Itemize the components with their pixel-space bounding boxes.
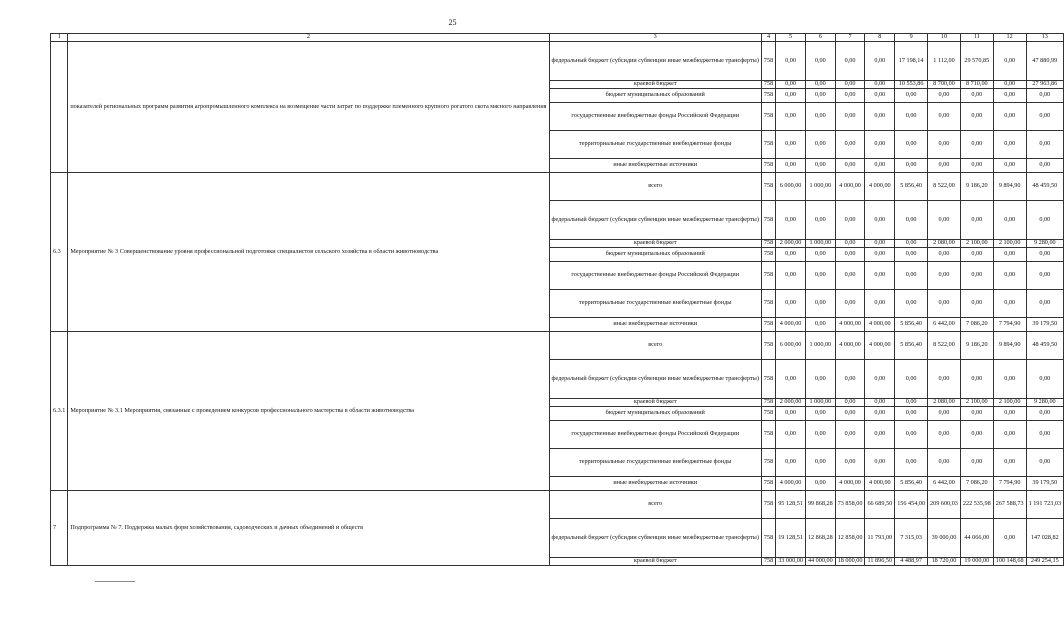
amount-value: 0,00 <box>993 103 1026 131</box>
amount-value: 95 128,51 <box>776 491 806 519</box>
amount-value: 0,00 <box>805 131 835 159</box>
amount-value: 0,00 <box>895 248 928 262</box>
funding-source: краевой бюджет <box>549 240 761 248</box>
amount-value: 0,00 <box>835 248 865 262</box>
amount-value: 2 080,00 <box>928 399 961 407</box>
amount-value: 4 000,00 <box>865 332 895 360</box>
amount-value: 0,00 <box>776 81 806 89</box>
amount-value: 4 000,00 <box>865 318 895 332</box>
amount-value: 8 522,00 <box>928 332 961 360</box>
amount-value: 4 000,00 <box>835 332 865 360</box>
amount-value: 156 454,00 <box>895 491 928 519</box>
amount-value: 0,00 <box>993 421 1026 449</box>
amount-value: 0,00 <box>895 399 928 407</box>
amount-value: 222 535,98 <box>960 491 993 519</box>
amount-value: 0,00 <box>835 449 865 477</box>
amount-value: 0,00 <box>835 131 865 159</box>
amount-value: 99 868,28 <box>805 491 835 519</box>
funding-source: государственные внебюджетные фонды Российской Федерации <box>549 262 761 290</box>
amount-value: 0,00 <box>835 159 865 173</box>
amount-value: 0,00 <box>895 103 928 131</box>
table-row <box>51 491 1064 519</box>
amount-value: 0,00 <box>776 248 806 262</box>
total-value: 48 459,50 <box>1026 173 1063 201</box>
amount-value: 0,00 <box>805 159 835 173</box>
amount-value: 1 112,00 <box>928 42 961 81</box>
amount-value: 0,00 <box>960 159 993 173</box>
total-value: 0,00 <box>1026 103 1063 131</box>
amount-value: 12 858,00 <box>835 519 865 558</box>
amount-value: 0,00 <box>835 290 865 318</box>
funding-source: федеральный бюджет (субсидии субвенции иные межбюджетные трансферты) <box>549 42 761 81</box>
amount-value: 0,00 <box>993 201 1026 240</box>
column-number-cell: 13 <box>1026 34 1063 42</box>
amount-value: 0,00 <box>865 103 895 131</box>
column-number-row <box>51 34 1064 42</box>
amount-value: 66 689,50 <box>865 491 895 519</box>
amount-value: 0,00 <box>895 449 928 477</box>
total-value: 147 028,82 <box>1026 519 1063 558</box>
amount-value: 267 588,73 <box>993 491 1026 519</box>
funding-source: территориальные государственные внебюджетные фонды <box>549 290 761 318</box>
column-number-cell: 3 <box>549 34 761 42</box>
amount-value: 0,00 <box>835 89 865 103</box>
amount-value: 4 000,00 <box>835 477 865 491</box>
funding-source: федеральный бюджет (субсидии субвенции иные межбюджетные трансферты) <box>549 519 761 558</box>
budget-code: 758 <box>761 360 775 399</box>
amount-value: 4 000,00 <box>835 318 865 332</box>
amount-value: 1 000,00 <box>805 240 835 248</box>
amount-value: 9 186,20 <box>960 173 993 201</box>
total-value: 39 179,50 <box>1026 477 1063 491</box>
amount-value: 0,00 <box>928 449 961 477</box>
amount-value: 0,00 <box>960 407 993 421</box>
amount-value: 0,00 <box>928 421 961 449</box>
amount-value: 0,00 <box>928 89 961 103</box>
amount-value: 0,00 <box>960 262 993 290</box>
funding-source: краевой бюджет <box>549 558 761 566</box>
budget-code: 758 <box>761 407 775 421</box>
amount-value: 2 100,00 <box>960 240 993 248</box>
amount-value: 33 000,00 <box>776 558 806 566</box>
amount-value: 0,00 <box>865 360 895 399</box>
item-name: Подпрограмма № 7. Поддержка малых форм хозяйствования, садоводческих и дачных объединений и обществ <box>68 491 549 566</box>
amount-value: 0,00 <box>928 201 961 240</box>
amount-value: 9 894,90 <box>993 332 1026 360</box>
amount-value: 1 000,00 <box>805 332 835 360</box>
column-number-cell: 8 <box>865 34 895 42</box>
amount-value: 0,00 <box>805 201 835 240</box>
amount-value: 0,00 <box>993 262 1026 290</box>
amount-value: 0,00 <box>805 449 835 477</box>
page-number: 25 <box>448 18 457 27</box>
amount-value: 0,00 <box>993 407 1026 421</box>
amount-value: 0,00 <box>928 131 961 159</box>
budget-code: 758 <box>761 248 775 262</box>
amount-value: 18 000,00 <box>835 558 865 566</box>
budget-code: 758 <box>761 399 775 407</box>
amount-value: 0,00 <box>835 399 865 407</box>
amount-value: 7 086,20 <box>960 477 993 491</box>
budget-code: 758 <box>761 159 775 173</box>
amount-value: 2 100,00 <box>993 399 1026 407</box>
amount-value: 0,00 <box>895 290 928 318</box>
amount-value: 11 793,00 <box>865 519 895 558</box>
amount-value: 0,00 <box>865 407 895 421</box>
amount-value: 44 066,00 <box>960 519 993 558</box>
item-number: 6.3.1 <box>51 332 68 491</box>
amount-value: 2 080,00 <box>928 240 961 248</box>
item-name: Мероприятие № 3 Совершенствование уровня профессиональной подготовки специалистов сельского хозяйства в области животноводства <box>68 173 549 332</box>
total-value: 0,00 <box>1026 421 1063 449</box>
amount-value: 0,00 <box>865 159 895 173</box>
column-number-cell: 5 <box>776 34 806 42</box>
total-value: 249 254,15 <box>1026 558 1063 566</box>
amount-value: 0,00 <box>895 240 928 248</box>
amount-value: 0,00 <box>993 248 1026 262</box>
total-value: 0,00 <box>1026 449 1063 477</box>
amount-value: 0,00 <box>776 42 806 81</box>
amount-value: 0,00 <box>776 131 806 159</box>
amount-value: 4 000,00 <box>776 477 806 491</box>
funding-source: бюджет муниципальных образований <box>549 248 761 262</box>
amount-value: 0,00 <box>928 407 961 421</box>
amount-value: 0,00 <box>865 131 895 159</box>
funding-source: краевой бюджет <box>549 399 761 407</box>
column-number-cell: 1 <box>51 34 68 42</box>
funding-source: бюджет муниципальных образований <box>549 407 761 421</box>
amount-value: 0,00 <box>805 248 835 262</box>
amount-value: 6 442,00 <box>928 318 961 332</box>
amount-value: 4 488,97 <box>895 558 928 566</box>
amount-value: 19 128,51 <box>776 519 806 558</box>
amount-value: 17 198,14 <box>895 42 928 81</box>
amount-value: 0,00 <box>895 131 928 159</box>
amount-value: 0,00 <box>865 201 895 240</box>
amount-value: 0,00 <box>865 449 895 477</box>
total-value: 0,00 <box>1026 131 1063 159</box>
funding-source: краевой бюджет <box>549 81 761 89</box>
budget-code: 758 <box>761 131 775 159</box>
total-value: 0,00 <box>1026 159 1063 173</box>
amount-value: 0,00 <box>993 42 1026 81</box>
amount-value: 0,00 <box>865 248 895 262</box>
amount-value: 0,00 <box>865 42 895 81</box>
amount-value: 0,00 <box>928 290 961 318</box>
total-value: 0,00 <box>1026 248 1063 262</box>
amount-value: 0,00 <box>805 290 835 318</box>
amount-value: 0,00 <box>835 81 865 89</box>
amount-value: 0,00 <box>865 262 895 290</box>
amount-value: 7 086,20 <box>960 318 993 332</box>
amount-value: 5 856,40 <box>895 332 928 360</box>
funding-source: государственные внебюджетные фонды Российской Федерации <box>549 103 761 131</box>
amount-value: 0,00 <box>776 360 806 399</box>
amount-value: 0,00 <box>895 159 928 173</box>
table-row <box>51 332 1064 360</box>
item-number: 6.3 <box>51 173 68 332</box>
total-value: 1 191 723,03 <box>1026 491 1063 519</box>
budget-code: 758 <box>761 103 775 131</box>
amount-value: 0,00 <box>993 131 1026 159</box>
amount-value: 1 000,00 <box>805 399 835 407</box>
budget-code: 758 <box>761 449 775 477</box>
amount-value: 8 710,00 <box>960 81 993 89</box>
column-number-cell: 2 <box>68 34 549 42</box>
amount-value: 0,00 <box>895 360 928 399</box>
funding-source: федеральный бюджет (субсидии субвенции иные межбюджетные трансферты) <box>549 201 761 240</box>
amount-value: 0,00 <box>993 519 1026 558</box>
amount-value: 0,00 <box>993 89 1026 103</box>
table-row <box>51 173 1064 201</box>
budget-code: 758 <box>761 290 775 318</box>
funding-source: иные внебюджетные источники <box>549 318 761 332</box>
amount-value: 0,00 <box>865 89 895 103</box>
amount-value: 0,00 <box>993 449 1026 477</box>
budget-code: 758 <box>761 262 775 290</box>
amount-value: 0,00 <box>993 360 1026 399</box>
column-number-cell: 11 <box>960 34 993 42</box>
amount-value: 4 000,00 <box>835 173 865 201</box>
amount-value: 18 720,00 <box>928 558 961 566</box>
amount-value: 0,00 <box>960 248 993 262</box>
total-value: 0,00 <box>1026 89 1063 103</box>
funding-source: всего <box>549 173 761 201</box>
budget-code: 758 <box>761 318 775 332</box>
amount-value: 0,00 <box>960 421 993 449</box>
funding-source: иные внебюджетные источники <box>549 159 761 173</box>
amount-value: 8 522,00 <box>928 173 961 201</box>
budget-code: 758 <box>761 89 775 103</box>
total-value: 39 179,50 <box>1026 318 1063 332</box>
total-value: 0,00 <box>1026 360 1063 399</box>
amount-value: 0,00 <box>835 103 865 131</box>
amount-value: 0,00 <box>776 407 806 421</box>
amount-value: 0,00 <box>928 159 961 173</box>
amount-value: 0,00 <box>960 103 993 131</box>
amount-value: 0,00 <box>835 360 865 399</box>
amount-value: 5 856,40 <box>895 477 928 491</box>
total-value: 0,00 <box>1026 262 1063 290</box>
amount-value: 0,00 <box>928 360 961 399</box>
total-value: 27 963,86 <box>1026 81 1063 89</box>
amount-value: 0,00 <box>805 89 835 103</box>
funding-source: государственные внебюджетные фонды Российской Федерации <box>549 421 761 449</box>
budget-code: 758 <box>761 332 775 360</box>
amount-value: 7 794,90 <box>993 477 1026 491</box>
funding-source: всего <box>549 332 761 360</box>
amount-value: 0,00 <box>960 360 993 399</box>
amount-value: 0,00 <box>805 360 835 399</box>
amount-value: 0,00 <box>865 81 895 89</box>
amount-value: 0,00 <box>776 201 806 240</box>
column-number-cell: 12 <box>993 34 1026 42</box>
amount-value: 4 000,00 <box>865 477 895 491</box>
budget-code: 758 <box>761 173 775 201</box>
total-value: 0,00 <box>1026 407 1063 421</box>
amount-value: 0,00 <box>835 240 865 248</box>
amount-value: 10 553,86 <box>895 81 928 89</box>
amount-value: 0,00 <box>928 262 961 290</box>
amount-value: 0,00 <box>993 290 1026 318</box>
amount-value: 0,00 <box>835 42 865 81</box>
amount-value: 7 794,90 <box>993 318 1026 332</box>
amount-value: 0,00 <box>805 421 835 449</box>
amount-value: 0,00 <box>928 248 961 262</box>
amount-value: 2 100,00 <box>960 399 993 407</box>
amount-value: 0,00 <box>960 449 993 477</box>
amount-value: 0,00 <box>805 42 835 81</box>
amount-value: 0,00 <box>835 262 865 290</box>
budget-table <box>50 33 1064 566</box>
column-number-cell: 10 <box>928 34 961 42</box>
amount-value: 6 442,00 <box>928 477 961 491</box>
amount-value: 0,00 <box>776 103 806 131</box>
amount-value: 0,00 <box>865 399 895 407</box>
amount-value: 44 000,00 <box>805 558 835 566</box>
amount-value: 0,00 <box>960 89 993 103</box>
amount-value: 0,00 <box>835 421 865 449</box>
budget-code: 758 <box>761 519 775 558</box>
amount-value: 6 000,00 <box>776 173 806 201</box>
funding-source: всего <box>549 491 761 519</box>
amount-value: 73 858,00 <box>835 491 865 519</box>
amount-value: 12 868,28 <box>805 519 835 558</box>
amount-value: 100 148,68 <box>993 558 1026 566</box>
amount-value: 0,00 <box>835 201 865 240</box>
amount-value: 0,00 <box>776 449 806 477</box>
budget-code: 758 <box>761 201 775 240</box>
amount-value: 0,00 <box>865 290 895 318</box>
amount-value: 0,00 <box>993 159 1026 173</box>
total-value: 0,00 <box>1026 201 1063 240</box>
amount-value: 2 100,00 <box>993 240 1026 248</box>
total-value: 9 280,00 <box>1026 399 1063 407</box>
amount-value: 0,00 <box>835 407 865 421</box>
amount-value: 6 000,00 <box>776 332 806 360</box>
amount-value: 0,00 <box>960 201 993 240</box>
amount-value: 0,00 <box>805 407 835 421</box>
funding-source: территориальные государственные внебюджетные фонды <box>549 449 761 477</box>
amount-value: 0,00 <box>960 131 993 159</box>
amount-value: 0,00 <box>865 240 895 248</box>
amount-value: 29 570,85 <box>960 42 993 81</box>
amount-value: 0,00 <box>776 421 806 449</box>
amount-value: 0,00 <box>895 407 928 421</box>
amount-value: 0,00 <box>895 262 928 290</box>
funding-source: федеральный бюджет (субсидии субвенции иные межбюджетные трансферты) <box>549 360 761 399</box>
item-name: Мероприятие № 3.1 Мероприятия, связанные с проведением конкурсов профессионального мастерства в области животноводства <box>68 332 549 491</box>
amount-value: 7 315,03 <box>895 519 928 558</box>
amount-value: 0,00 <box>895 421 928 449</box>
amount-value: 0,00 <box>805 103 835 131</box>
amount-value: 5 856,40 <box>895 173 928 201</box>
amount-value: 19 000,00 <box>960 558 993 566</box>
budget-code: 758 <box>761 240 775 248</box>
amount-value: 4 000,00 <box>776 318 806 332</box>
amount-value: 2 000,00 <box>776 399 806 407</box>
amount-value: 0,00 <box>895 201 928 240</box>
amount-value: 11 896,50 <box>865 558 895 566</box>
amount-value: 9 894,90 <box>993 173 1026 201</box>
budget-code: 758 <box>761 421 775 449</box>
amount-value: 0,00 <box>928 103 961 131</box>
table-body <box>51 34 1064 566</box>
budget-code: 758 <box>761 42 775 81</box>
amount-value: 0,00 <box>776 89 806 103</box>
table-row <box>51 42 1064 81</box>
total-value: 48 459,50 <box>1026 332 1063 360</box>
item-number: 7 <box>51 491 68 566</box>
budget-code: 758 <box>761 477 775 491</box>
amount-value: 39 000,00 <box>928 519 961 558</box>
amount-value: 8 700,00 <box>928 81 961 89</box>
budget-code: 758 <box>761 491 775 519</box>
amount-value: 5 856,40 <box>895 318 928 332</box>
amount-value: 0,00 <box>776 290 806 318</box>
column-number-cell: 6 <box>805 34 835 42</box>
amount-value: 0,00 <box>805 477 835 491</box>
column-number-cell: 4 <box>761 34 775 42</box>
amount-value: 209 600,03 <box>928 491 961 519</box>
total-value: 0,00 <box>1026 290 1063 318</box>
funding-source: бюджет муниципальных образований <box>549 89 761 103</box>
amount-value: 9 186,20 <box>960 332 993 360</box>
funding-source: иные внебюджетные источники <box>549 477 761 491</box>
amount-value: 4 000,00 <box>865 173 895 201</box>
amount-value: 1 000,00 <box>805 173 835 201</box>
item-number <box>51 42 68 173</box>
funding-source: территориальные государственные внебюджетные фонды <box>549 131 761 159</box>
column-number-cell: 7 <box>835 34 865 42</box>
amount-value: 2 000,00 <box>776 240 806 248</box>
amount-value: 0,00 <box>776 159 806 173</box>
amount-value: 0,00 <box>960 290 993 318</box>
amount-value: 0,00 <box>895 89 928 103</box>
column-number-cell: 9 <box>895 34 928 42</box>
budget-code: 758 <box>761 558 775 566</box>
total-value: 47 880,99 <box>1026 42 1063 81</box>
budget-code: 758 <box>761 81 775 89</box>
amount-value: 0,00 <box>805 318 835 332</box>
item-name: показателей региональных программ развития агропромышленного комплекса на возмещение части затрат по поддержке племенного крупного рогатого скота мясного направления <box>68 42 549 173</box>
amount-value: 0,00 <box>805 262 835 290</box>
amount-value: 0,00 <box>776 262 806 290</box>
amount-value: 0,00 <box>993 81 1026 89</box>
amount-value: 0,00 <box>805 81 835 89</box>
footer-rule <box>95 581 135 582</box>
amount-value: 0,00 <box>865 421 895 449</box>
total-value: 9 280,00 <box>1026 240 1063 248</box>
